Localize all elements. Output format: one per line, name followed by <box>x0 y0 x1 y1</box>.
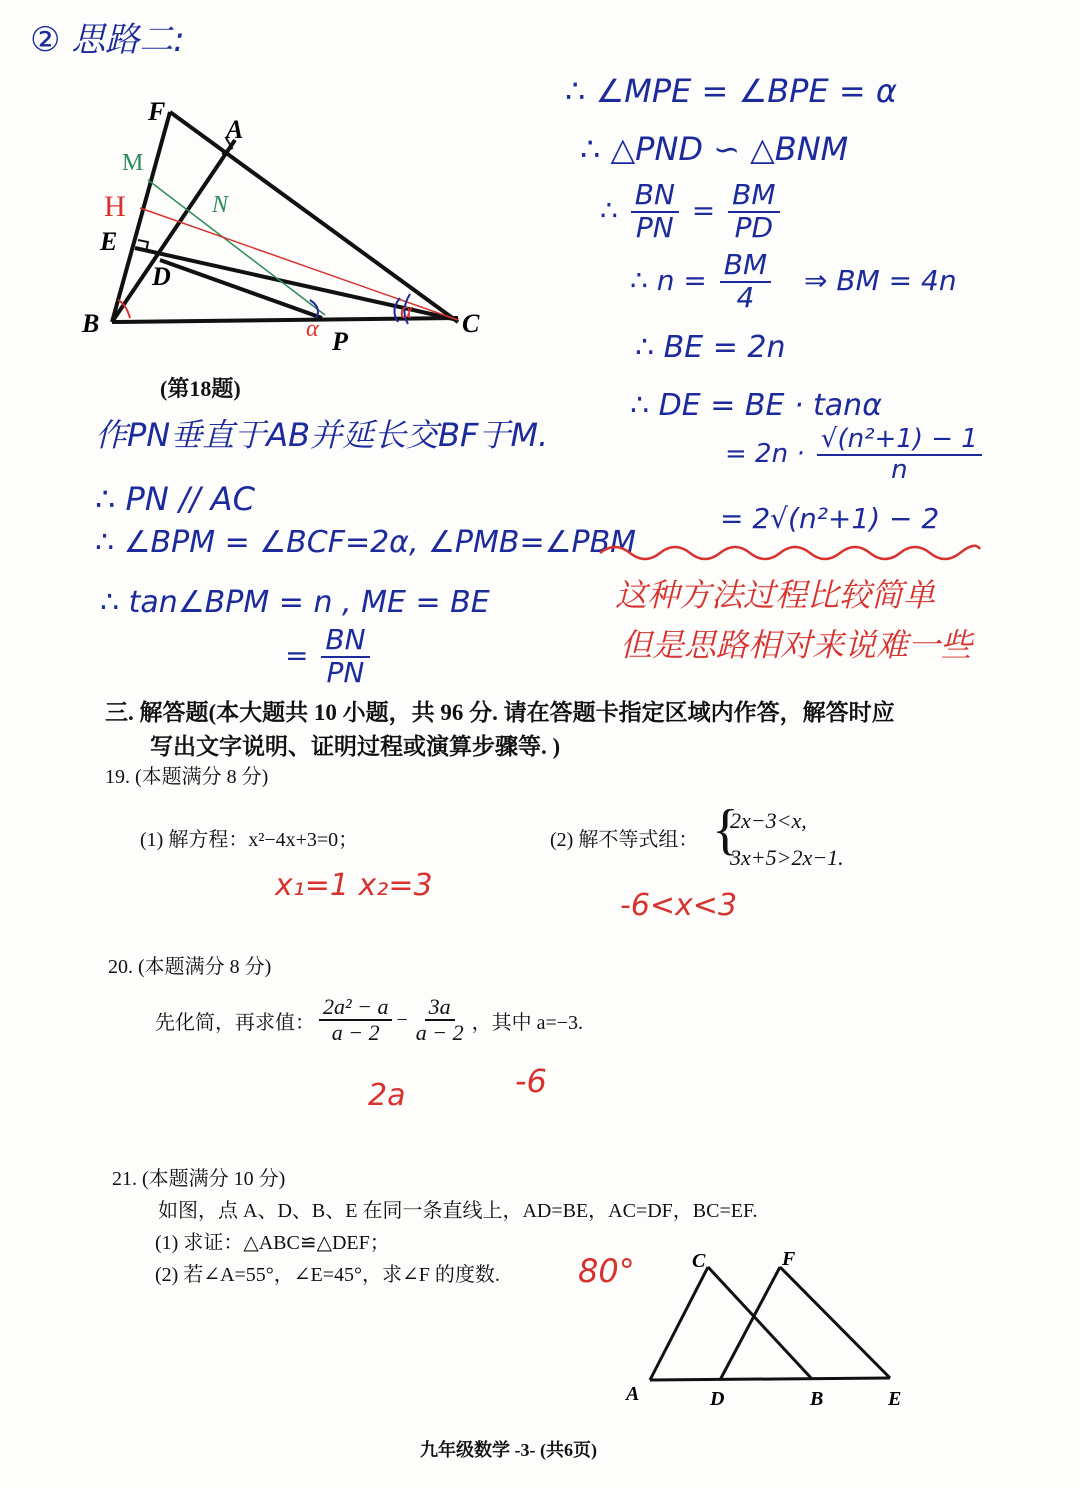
q19-answer-1: x₁=1 x₂=3 <box>275 868 433 903</box>
right-note-5: ∴ BE = 2n <box>635 330 786 365</box>
label-C: C <box>462 309 480 338</box>
label-F21: F <box>782 1248 796 1270</box>
label-A21: A <box>626 1383 640 1405</box>
right-note-7: = 2n · $\frac{\text{√(n²+1) − 1}}{n}$ <box>725 425 986 484</box>
red-comment-1: 这种方法过程比较简单 <box>615 576 936 614</box>
label-alpha-P: α <box>306 316 319 342</box>
label-D: D <box>152 262 171 291</box>
red-wavy-line <box>595 535 985 565</box>
figure-21 <box>620 1245 920 1415</box>
line-AE <box>650 1378 890 1380</box>
label-H: H <box>104 190 126 223</box>
q19-answer-2: -6<x<3 <box>620 888 738 923</box>
q19-header: 19. (本题满分 8 分) <box>105 766 269 788</box>
left-note-5: = $\frac{BN}{PN}$ <box>285 625 374 689</box>
left-note-1: 作PN垂直于AB并延长交BF于M. <box>95 416 549 454</box>
q20-header: 20. (本题满分 8 分) <box>108 956 272 978</box>
q19-part2-label: (2) 解不等式组： <box>550 829 699 851</box>
q21-header: 21. (本题满分 10 分) <box>112 1168 286 1190</box>
red-comment-2: 但是思路相对来说难一些 <box>620 626 973 664</box>
q21-line2: (1) 求证：△ABC≌△DEF； <box>155 1232 390 1254</box>
figure-caption: (第18题) <box>160 376 241 401</box>
section-3-title-2: 写出文字说明、证明过程或演算步骤等. ) <box>150 734 561 759</box>
q20-expression: 先化简，再求值： $\frac{\text{2a² − a}}{a - 2}$ − $\frac{3a}{a - 2}$ ，其中 a=−3. <box>155 994 584 1046</box>
header-note: ② 思路二: <box>30 20 185 60</box>
line-DF <box>720 1267 780 1380</box>
q21-line3: (2) 若∠A=55°，∠E=45°，求∠F 的度数. <box>155 1264 500 1286</box>
left-note-4: ∴ tan∠BPM = n , ME = BE <box>100 585 490 620</box>
label-P: P <box>332 327 348 356</box>
label-E: E <box>100 227 118 256</box>
label-alpha-C: α <box>400 298 413 324</box>
label-B: B <box>82 309 100 338</box>
q19-part1: (1) 解方程：x²−4x+3=0； <box>140 829 359 851</box>
line-DP <box>160 260 322 318</box>
line-MP <box>148 180 325 315</box>
left-note-3: ∴ ∠BPM = ∠BCF=2α, ∠PMB=∠PBM <box>95 525 637 560</box>
q21-line1: 如图，点 A、D、B、E 在同一条直线上，AD=BE，AC=DF，BC=EF. <box>158 1200 758 1222</box>
page-footer: 九年级数学 -3- (共6页) <box>420 1440 597 1460</box>
q20-answer-1: 2a <box>368 1078 406 1113</box>
line-AC <box>650 1267 708 1380</box>
figure-18 <box>60 90 530 360</box>
label-F: F <box>148 97 166 126</box>
label-B21: B <box>810 1388 824 1410</box>
q19-ineq2: 3x+5>2x−1. <box>730 845 844 870</box>
label-M: M <box>122 150 144 176</box>
label-N: N <box>212 192 229 218</box>
label-E21: E <box>888 1388 902 1410</box>
right-note-1: ∴ ∠MPE = ∠BPE = α <box>565 72 897 110</box>
right-note-2: ∴ △PND ∽ △BNM <box>580 130 849 168</box>
label-C21: C <box>692 1250 706 1272</box>
q21-answer: 80° <box>578 1252 635 1290</box>
right-note-4: ∴ n = $\frac{BM}{4}$ ⇒ BM = 4n <box>630 248 957 314</box>
q20-answer-2: -6 <box>515 1062 547 1100</box>
q19-ineq1: 2x−3<x, <box>730 808 807 833</box>
left-note-2: ∴ PN // AC <box>95 480 255 518</box>
right-note-3: ∴ $\frac{BN}{PN}$ = $\frac{BM}{PD}$ <box>600 180 784 244</box>
q19-brace: { <box>712 799 739 861</box>
right-note-8: = 2√(n²+1) − 2 <box>720 502 940 535</box>
label-A: A <box>226 115 244 144</box>
label-D21: D <box>710 1388 725 1410</box>
section-3-title: 三. 解答题(本大题共 10 小题，共 96 分. 请在答题卡指定区域内作答，解答时应 <box>105 700 895 725</box>
right-note-6: ∴ DE = BE · tanα <box>630 388 882 423</box>
